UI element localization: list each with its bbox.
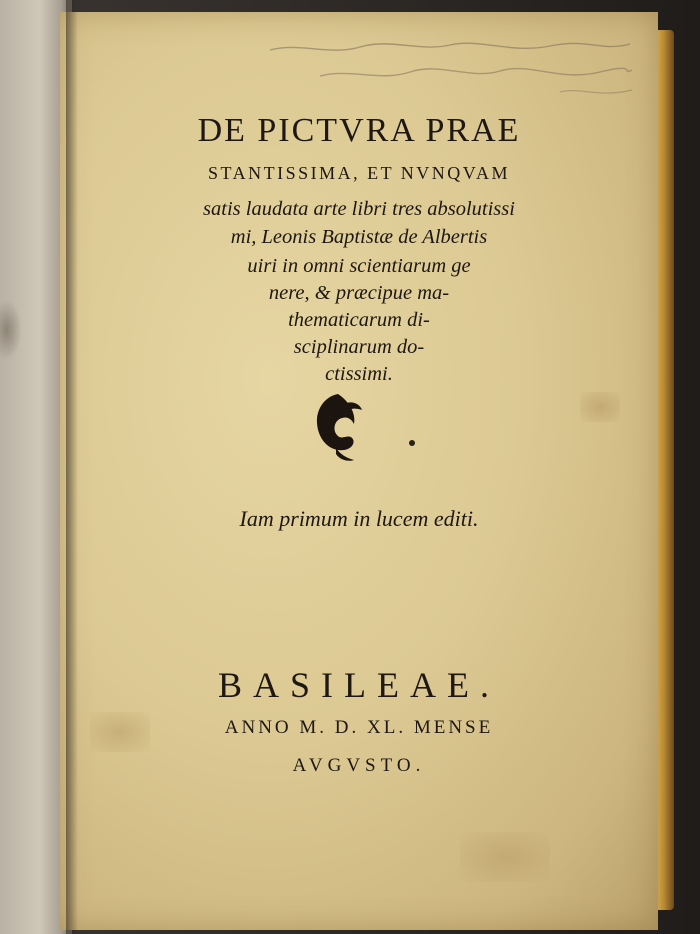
foxing-spot — [460, 832, 550, 882]
title-line: uiri in omni scientiarum ge — [247, 255, 471, 277]
printer-mark — [409, 440, 415, 446]
manuscript-inscription — [260, 32, 640, 102]
title-line: nere, & præcipue ma- — [268, 282, 450, 304]
title-line: sciplinarum do- — [293, 336, 425, 358]
book-gutter-shadow — [66, 0, 78, 934]
imprint-date: ANNO M. D. XL. MENSE — [224, 717, 494, 738]
fleuron-ornament-icon — [308, 390, 368, 464]
title-line: thematicarum di- — [288, 309, 430, 331]
title-line: STANTISSIMA, ET NVNQVAM — [208, 163, 510, 183]
title-page — [60, 12, 658, 930]
foxing-spot — [580, 392, 620, 422]
edition-note: Iam primum in lucem editi. — [239, 506, 479, 531]
imprint-place: BASILEAE. — [218, 665, 500, 705]
title-line: ctissimi. — [325, 363, 393, 385]
title-line: satis laudata arte libri tres absolutissi — [203, 198, 515, 220]
imprint-month: AVGVSTO. — [292, 755, 426, 776]
title-line: mi, Leonis Baptistæ de Albertis — [230, 226, 488, 248]
page-stain — [0, 300, 22, 360]
title-line: DE PICTVRA PRAE — [197, 112, 521, 149]
